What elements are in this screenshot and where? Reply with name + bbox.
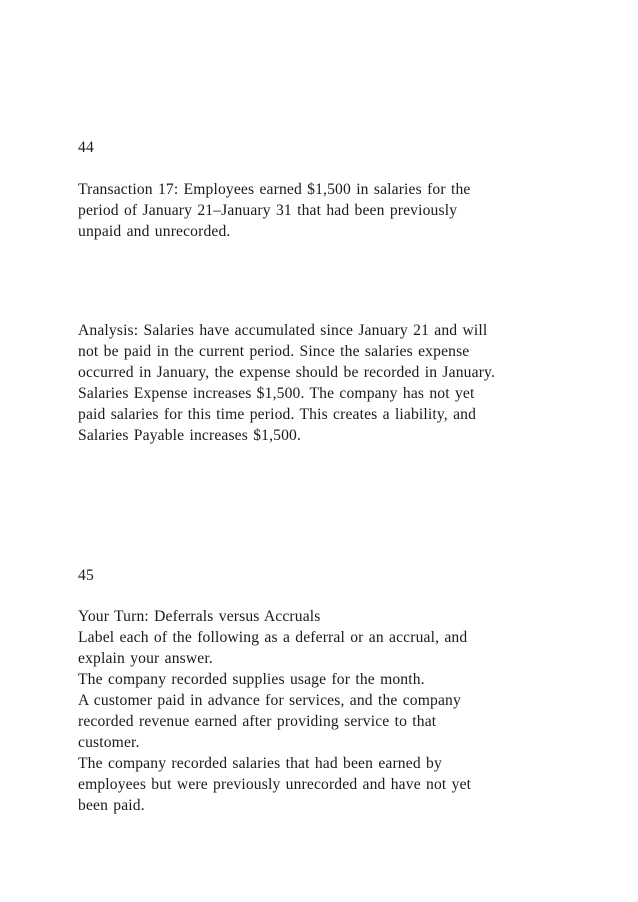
analysis-line-5: paid salaries for this time period. This creates a liability, and bbox=[78, 406, 477, 423]
your-turn-line-5: A customer paid in advance for services, and the company bbox=[78, 692, 461, 709]
your-turn-line-8: The company recorded salaries that had been earned by bbox=[78, 755, 442, 772]
analysis-line-1: Analysis: Salaries have accumulated since January 21 and will bbox=[78, 322, 488, 339]
transaction-line-2: period of January 21–January 31 that had been previously bbox=[78, 202, 458, 219]
your-turn-line-6: recorded revenue earned after providing service to that bbox=[78, 713, 437, 730]
transaction-line-3: unpaid and unrecorded. bbox=[78, 223, 231, 240]
page-number-44: 44 bbox=[78, 139, 94, 156]
analysis-line-3: occurred in January, the expense should be recorded in January. bbox=[78, 364, 496, 381]
your-turn-line-10: been paid. bbox=[78, 797, 145, 814]
your-turn-line-3: explain your answer. bbox=[78, 650, 213, 667]
your-turn-heading: Your Turn: Deferrals versus Accruals bbox=[78, 608, 321, 625]
your-turn-line-4: The company recorded supplies usage for the month. bbox=[78, 671, 425, 688]
transaction-line-1: Transaction 17: Employees earned $1,500 in salaries for the bbox=[78, 181, 471, 198]
your-turn-line-2: Label each of the following as a deferral or an accrual, and bbox=[78, 629, 468, 646]
your-turn-line-9: employees but were previously unrecorded and have not yet bbox=[78, 776, 472, 793]
analysis-line-4: Salaries Expense increases $1,500. The company has not yet bbox=[78, 385, 475, 402]
analysis-line-6: Salaries Payable increases $1,500. bbox=[78, 427, 302, 444]
analysis-line-2: not be paid in the current period. Since the salaries expense bbox=[78, 343, 470, 360]
your-turn-line-7: customer. bbox=[78, 734, 140, 751]
page-number-45: 45 bbox=[78, 567, 94, 584]
